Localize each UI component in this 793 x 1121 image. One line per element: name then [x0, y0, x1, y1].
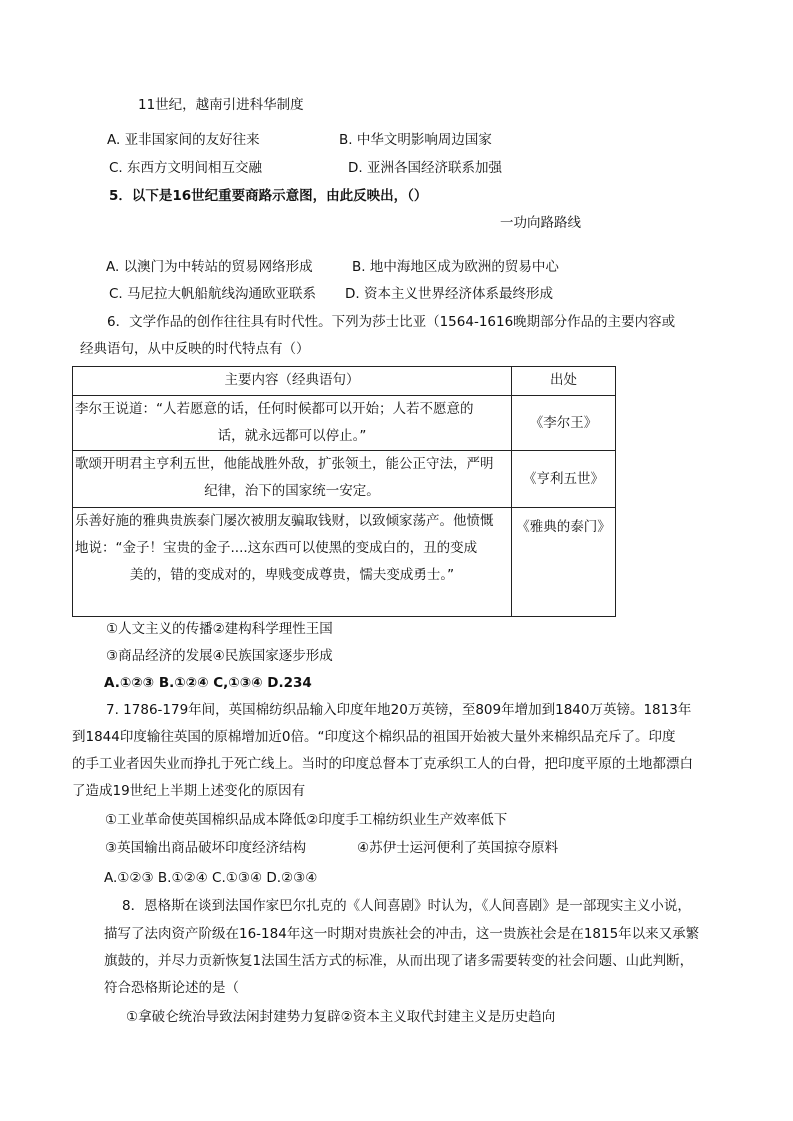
- q7-options: A.①②③ B.①②④ C.①③④ D.②③④: [104, 870, 318, 886]
- q6-items-line2: ③商品经济的发展④民族国家逐步形成: [106, 648, 333, 664]
- q5-option-c: C. 马尼拉大帆船航线沟通欧亚联系: [109, 286, 317, 302]
- q7-items-line2b: ④苏伊士运河便利了英国掠夺原料: [357, 840, 559, 856]
- row3-source: 《雅典的泰门》: [512, 508, 616, 617]
- row3-content: [73, 508, 512, 617]
- row1-source: 《李尔王》: [512, 396, 616, 451]
- header-content: 主要内容（经典语句）: [73, 367, 512, 396]
- q5-option-b: B. 地中海地区成为欧洲的贸易中心: [352, 259, 559, 275]
- q6-stem-line1: 6．文学作品的创作往往具有时代性。下列为莎士比亚（1564-1616晚期部分作品的主要内容或: [107, 314, 676, 330]
- row2-content: [73, 451, 512, 508]
- q4-option-d: D. 亚洲各国经济联系加强: [348, 160, 502, 176]
- q4-stem: 11世纪，越南引进科华制度: [138, 97, 304, 113]
- row1-content: [73, 396, 512, 451]
- q4-option-c: C. 东西方文明间相互交融: [109, 160, 263, 176]
- row3-line2: 地说：“金子！宝贵的金子....这东西可以使黑的变成白的，丑的变成: [75, 540, 478, 556]
- q7-items-line1: ①工业革命使英国棉织品成本降低②印度手工棉纺织业生产效率低下: [105, 812, 508, 828]
- q8-items-line1: ①拿破仑统治导致法闲封建势力复辟②资本主义取代封建主义是历史趋向: [126, 1009, 556, 1025]
- table-row: [73, 451, 616, 508]
- row1-line2: 话，就永远都可以停止。”: [217, 428, 367, 444]
- q5-option-a: A. 以澳门为中转站的贸易网络形成: [106, 259, 313, 275]
- table-row: [73, 508, 616, 617]
- q8-stem-line4: 符合恐格斯论述的是（: [104, 980, 239, 996]
- row2-line1: 歌颂开明君主亨利五世，他能战胜外敌，扩张领土，能公正守法，严明: [75, 456, 494, 472]
- row3-line1: 乐善好施的雅典贵族泰门屡次被朋友骗取钱财，以致倾家荡产。他愤慨: [75, 513, 494, 529]
- q8-stem-line3: 旗鼓的，并尽力贡新恢复1法国生活方式的标准，从而出现了诸多需要转变的社会问题、山此判断，: [104, 953, 694, 969]
- q7-items-line2a: ③英国输出商品破坏印度经济结构: [105, 840, 307, 856]
- header-source: 出处: [512, 367, 616, 396]
- table-row: [73, 396, 616, 451]
- q7-stem-line4: 了造成19世纪上半期上述变化的原因有: [72, 783, 306, 799]
- q8-stem-line2: 描写了法肉资产阶级在16-184年这一时期对贵族社会的冲击，这一贵族社会是在1815年以来又承繁: [104, 926, 700, 942]
- q4-option-b: B. 中华文明影响周边国家: [339, 132, 492, 148]
- row1-line1: 李尔王说道：“人若愿意的话，任何时候都可以开始；人若不愿意的: [75, 401, 474, 417]
- q5-option-d: D. 资本主义世界经济体系最终形成: [345, 286, 553, 302]
- q5-stem: 5．以下是16世纪重要商路示意图，由此反映出，（）: [109, 188, 428, 204]
- q7-stem-line1: 7. 1786-179年间，英国棉纺织品输入印度年地20万英镑，至809年增加到1840万英镑。1813年: [106, 702, 692, 718]
- q8-stem-line1: 8．恩格斯在谈到法国作家巴尔扎克的《人间喜剧》时认为，《人间喜剧》是一部现实主义小说，: [122, 898, 691, 914]
- row2-source: 《亨利五世》: [512, 451, 616, 508]
- q4-option-a: A. 亚非国家间的友好往来: [107, 132, 260, 148]
- row2-line2: 纪律，治下的国家统一安定。: [204, 483, 380, 499]
- q6-options: A.①②③ B.①②④ C,①③④ D.234: [104, 675, 312, 691]
- works-table: [72, 366, 616, 617]
- row3-line3: 美的，错的变成对的，卑贱变成尊贵，懦夫变成勇士。”: [129, 567, 455, 583]
- q7-stem-line3: 的手工业者因失业而挣扎于死亡线上。当时的印度总督本丁克承织工人的白骨，把印度平原的土地都漂白: [72, 756, 693, 772]
- q7-stem-line2: 到1844印度输往英国的原棉增加近0倍。“印度这个棉织品的祖国开始被大量外来棉织品充斥了。印度: [72, 729, 676, 745]
- q6-items-line1: ①人文主义的传播②建构科学理性王国: [106, 621, 333, 637]
- q5-map-legend: 一功向路路线: [500, 215, 581, 231]
- table-header-row: [73, 367, 616, 396]
- q6-stem-line2: 经典语句，从中反映的时代特点有（）: [80, 341, 310, 357]
